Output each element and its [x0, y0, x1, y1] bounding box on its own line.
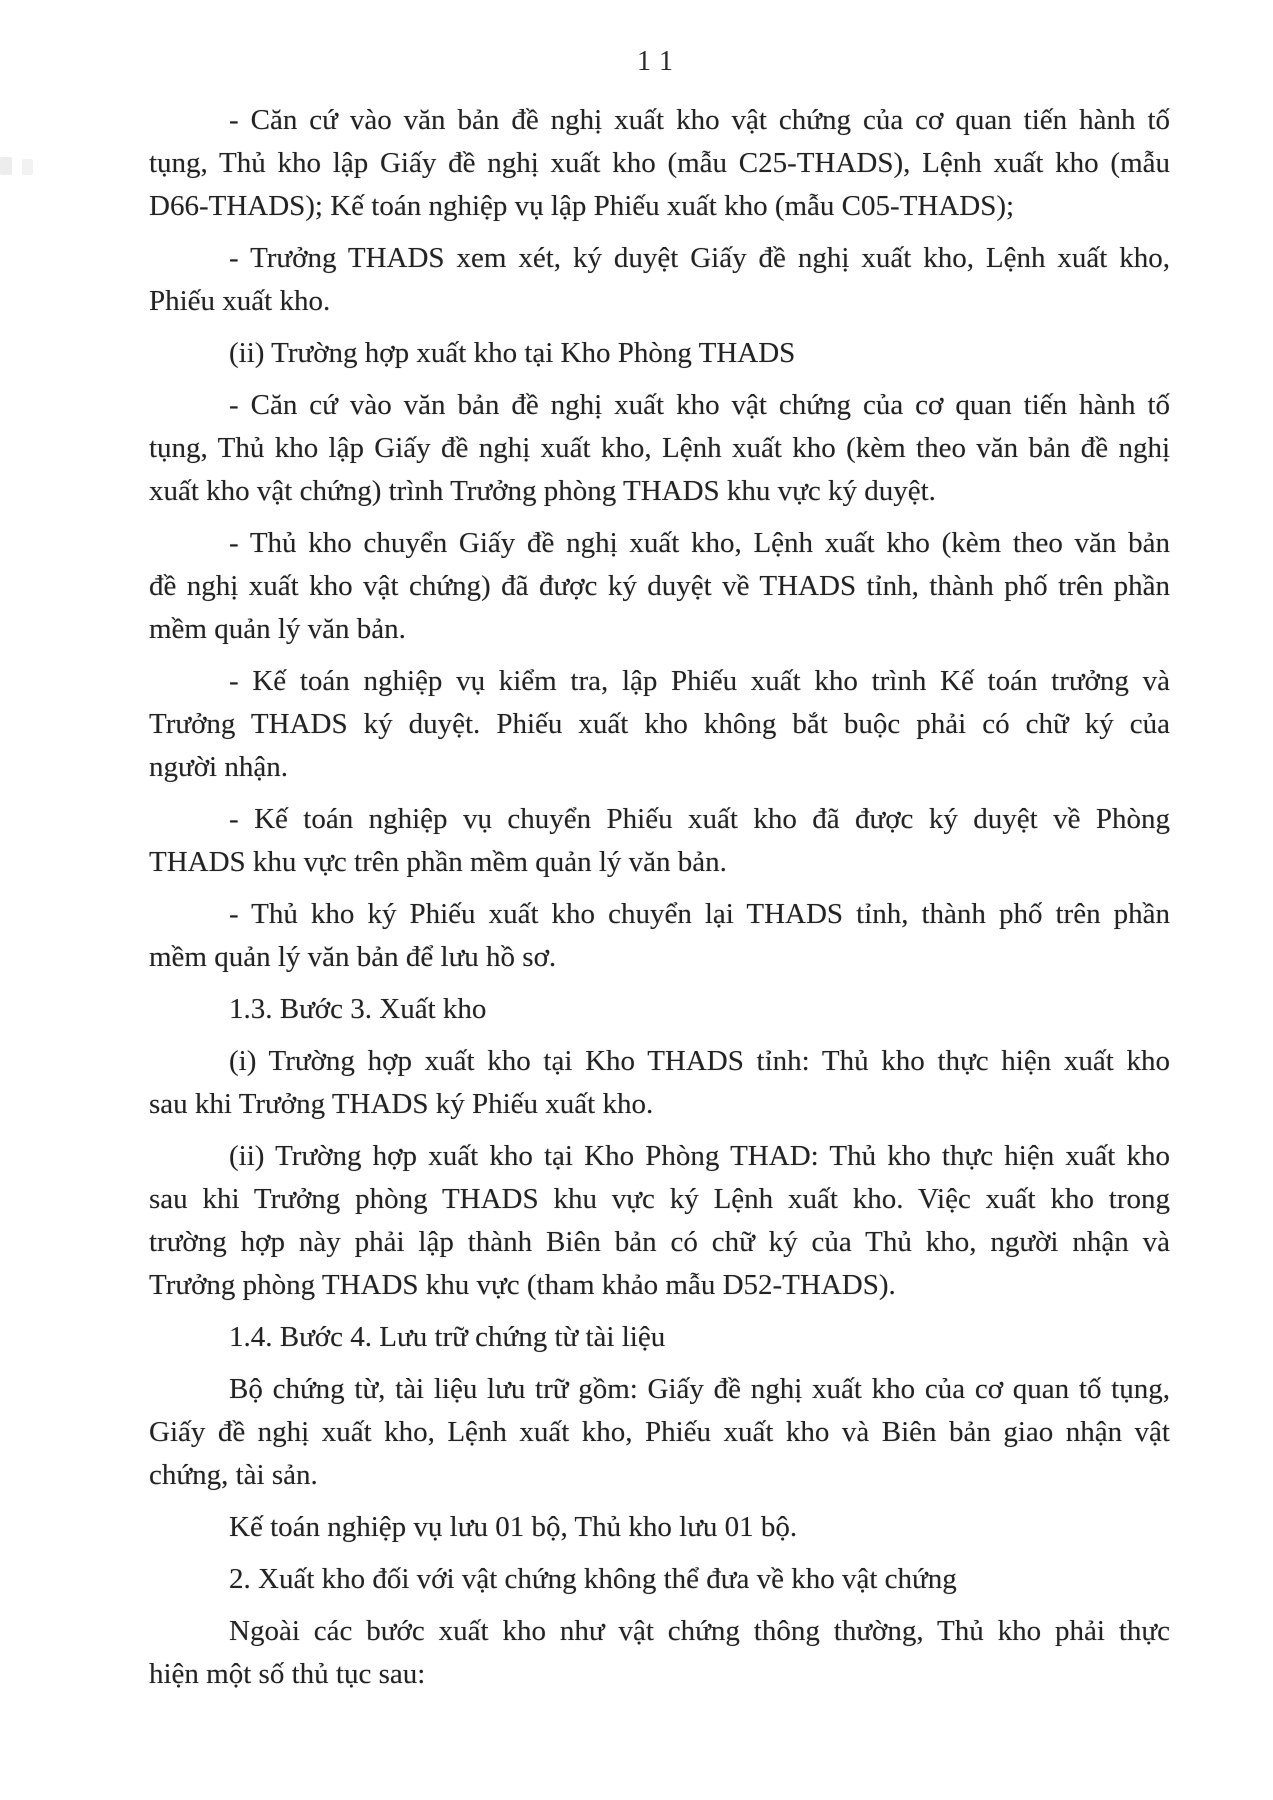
text-line: 1.3. Bước 3. Xuất kho	[229, 993, 487, 1025]
text-line: 2. Xuất kho đối với vật chứng không thể đưa về kho vật chứng	[229, 1563, 957, 1595]
text-line: chứng, tài sản.	[149, 1459, 318, 1491]
text-line: (i) Trường hợp xuất kho tại Kho THADS tỉnh: Thủ kho thực hiện xuất kho	[229, 1045, 1170, 1077]
paragraph	[149, 660, 1170, 789]
text-line: - Kế toán nghiệp vụ chuyển Phiếu xuất kho đã được ký duyệt về Phòng	[229, 803, 1170, 835]
text-line: Trưởng THADS ký duyệt. Phiếu xuất kho không bắt buộc phải có chữ ký của	[149, 708, 1170, 740]
text-line: mềm quản lý văn bản để lưu hồ sơ.	[149, 941, 557, 973]
paragraph	[149, 1135, 1170, 1307]
paragraph	[149, 1368, 1170, 1497]
paragraph	[149, 1610, 1170, 1696]
text-line: - Thủ kho ký Phiếu xuất kho chuyển lại THADS tỉnh, thành phố trên phần	[229, 898, 1170, 930]
paragraph	[149, 1558, 1170, 1601]
text-line: mềm quản lý văn bản.	[149, 613, 406, 645]
paragraph	[149, 237, 1170, 323]
scan-artifact	[22, 159, 33, 175]
paragraph	[149, 798, 1170, 884]
text-line: sau khi Trưởng THADS ký Phiếu xuất kho.	[149, 1088, 654, 1120]
content	[149, 99, 1170, 1705]
text-line: - Thủ kho chuyển Giấy đề nghị xuất kho, Lệnh xuất kho (kèm theo văn bản	[229, 527, 1170, 559]
paragraph	[149, 384, 1170, 513]
text-line: xuất kho vật chứng) trình Trưởng phòng THADS khu vực ký duyệt.	[149, 475, 936, 507]
text-line: người nhận.	[149, 751, 288, 783]
text-line: - Căn cứ vào văn bản đề nghị xuất kho vật chứng của cơ quan tiến hành tố	[229, 104, 1170, 136]
paragraph	[149, 988, 1170, 1031]
text-line: D66-THADS); Kế toán nghiệp vụ lập Phiếu xuất kho (mẫu C05-THADS);	[149, 190, 1015, 222]
paragraph	[149, 1506, 1170, 1549]
paragraph	[149, 99, 1170, 228]
page-number: 11	[637, 46, 682, 77]
text-line: tụng, Thủ kho lập Giấy đề nghị xuất kho, Lệnh xuất kho (kèm theo văn bản đề nghị	[149, 432, 1170, 464]
text-line: - Căn cứ vào văn bản đề nghị xuất kho vật chứng của cơ quan tiến hành tố	[229, 389, 1170, 421]
scan-artifact	[0, 157, 12, 175]
text-line: 1.4. Bước 4. Lưu trữ chứng từ tài liệu	[229, 1321, 666, 1353]
text-line: Trưởng phòng THADS khu vực (tham khảo mẫu D52-THADS).	[149, 1269, 896, 1301]
paragraph	[149, 893, 1170, 979]
paragraph	[149, 332, 1170, 375]
text-line: - Kế toán nghiệp vụ kiểm tra, lập Phiếu xuất kho trình Kế toán trưởng và	[229, 665, 1170, 697]
text-line: Ngoài các bước xuất kho như vật chứng thông thường, Thủ kho phải thực	[229, 1615, 1170, 1647]
paragraph	[149, 522, 1170, 651]
paragraph	[149, 1316, 1170, 1359]
text-line: đề nghị xuất kho vật chứng) đã được ký duyệt về THADS tỉnh, thành phố trên phần	[149, 570, 1170, 602]
text-line: - Trưởng THADS xem xét, ký duyệt Giấy đề nghị xuất kho, Lệnh xuất kho,	[229, 242, 1170, 274]
text-line: Phiếu xuất kho.	[149, 285, 331, 317]
text-line: Giấy đề nghị xuất kho, Lệnh xuất kho, Phiếu xuất kho và Biên bản giao nhận vật	[149, 1416, 1170, 1448]
text-line: THADS khu vực trên phần mềm quản lý văn bản.	[149, 846, 727, 878]
text-line: tụng, Thủ kho lập Giấy đề nghị xuất kho (mẫu C25-THADS), Lệnh xuất kho (mẫu	[149, 147, 1170, 179]
text-line: hiện một số thủ tục sau:	[149, 1658, 426, 1690]
text-line: Kế toán nghiệp vụ lưu 01 bộ, Thủ kho lưu 01 bộ.	[229, 1511, 798, 1543]
text-line: Bộ chứng từ, tài liệu lưu trữ gồm: Giấy đề nghị xuất kho của cơ quan tố tụng,	[229, 1373, 1170, 1405]
text-line: trường hợp này phải lập thành Biên bản có chữ ký của Thủ kho, người nhận và	[149, 1226, 1170, 1258]
text-line: sau khi Trưởng phòng THADS khu vực ký Lệnh xuất kho. Việc xuất kho trong	[149, 1183, 1170, 1215]
paragraph	[149, 1040, 1170, 1126]
text-line: (ii) Trường hợp xuất kho tại Kho Phòng THAD: Thủ kho thực hiện xuất kho	[229, 1140, 1170, 1172]
text-line: (ii) Trường hợp xuất kho tại Kho Phòng THADS	[229, 337, 796, 369]
